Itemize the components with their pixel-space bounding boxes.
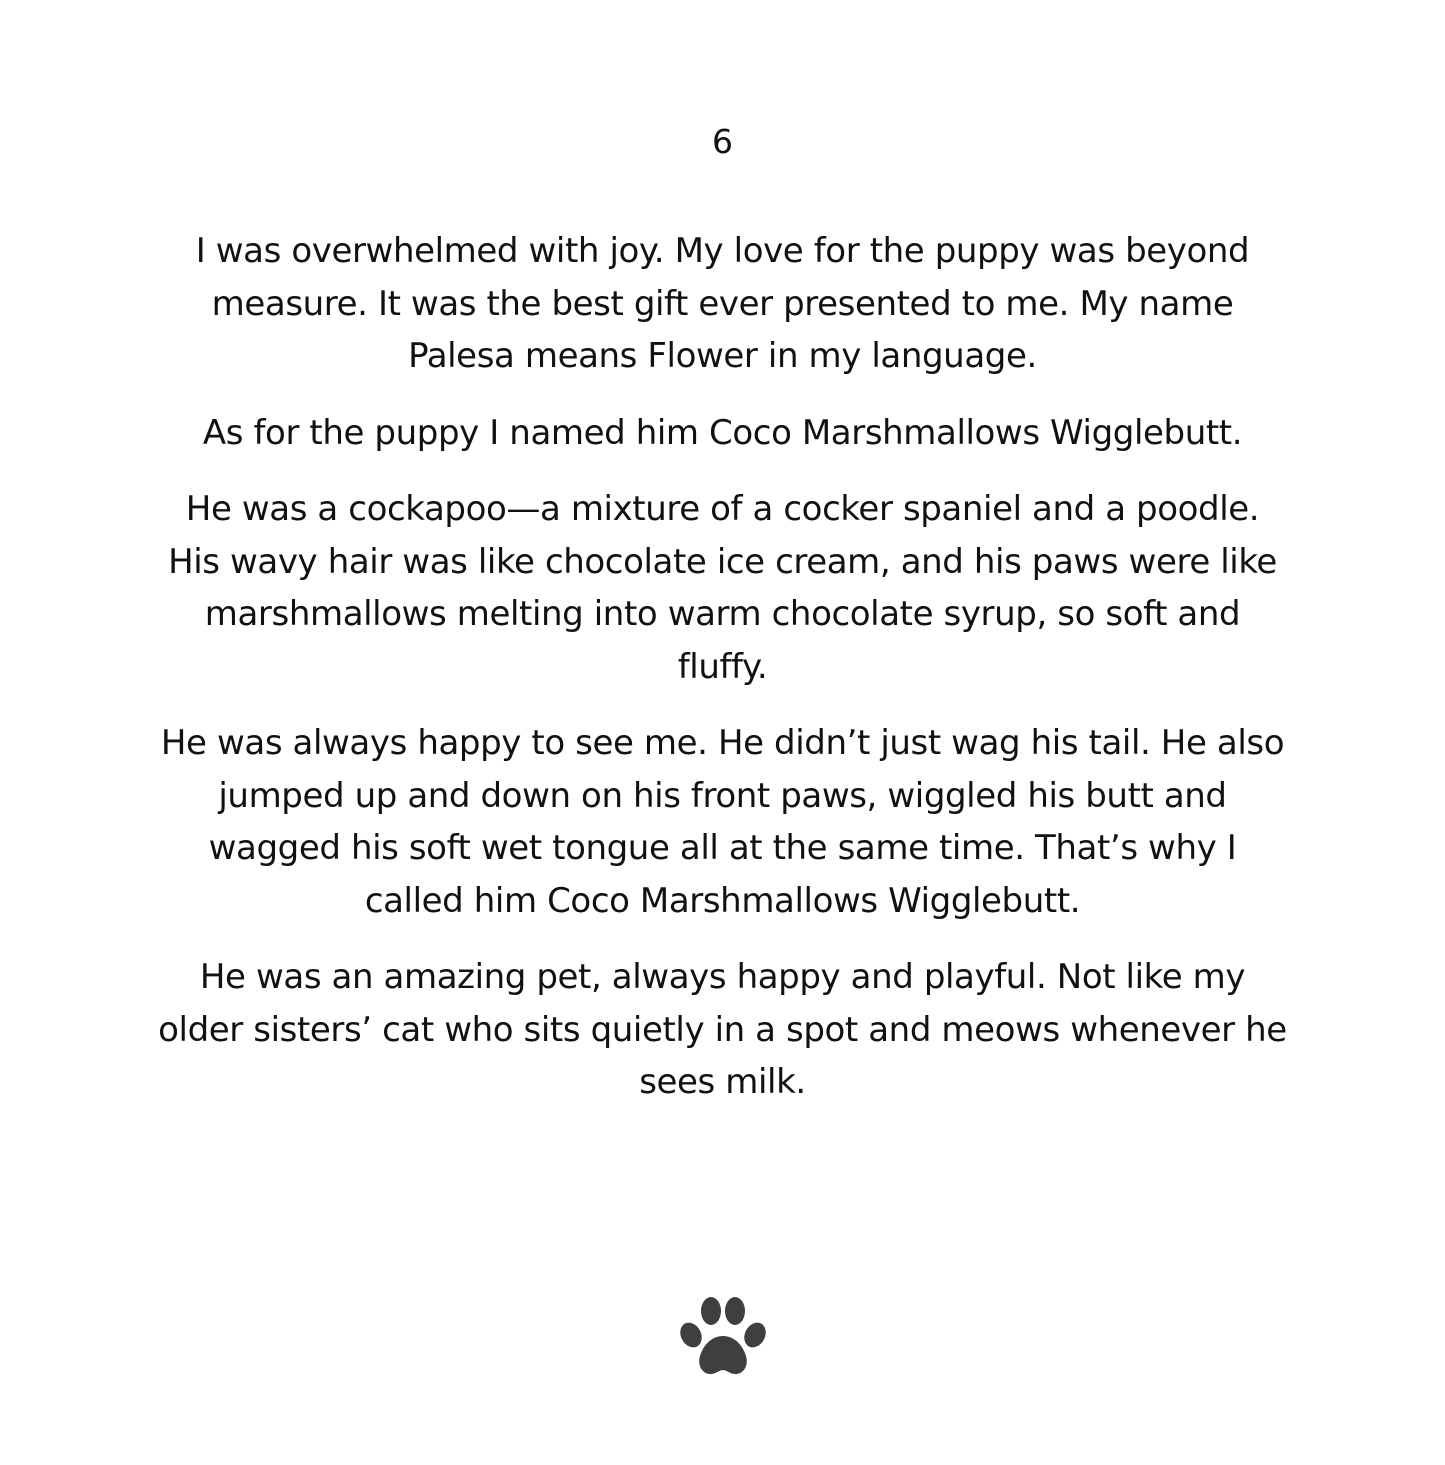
story-paragraph-5: He was an amazing pet, always happy and playful. Not like my older sisters’ cat who sits quietly in a spot and meows whenever he sees milk. xyxy=(158,957,1287,1102)
page-number: 6 xyxy=(712,122,733,161)
story-paragraph-1: I was overwhelmed with joy. My love for the puppy was beyond measure. It was the best gift ever presented to me. My name Palesa means Flower in my language. xyxy=(195,231,1250,376)
story-paragraph-4: He was always happy to see me. He didn’t just wag his tail. He also jumped up and down on his front paws, wiggled his butt and wagged his soft wet tongue all at the same time. That’s why I called him Coco Marshmallows Wigglebutt. xyxy=(160,723,1285,921)
story-text xyxy=(155,225,1290,1133)
story-paragraph-3: He was a cockapoo—a mixture of a cocker spaniel and a poodle. His wavy hair was like chocolate ice cream, and his paws were like marshmallows melting into warm chocolate syrup, so soft and fluffy. xyxy=(168,489,1277,687)
story-paragraph-2: As for the puppy I named him Coco Marshmallows Wigglebutt. xyxy=(202,412,1243,453)
paw-print-icon xyxy=(676,1294,770,1382)
